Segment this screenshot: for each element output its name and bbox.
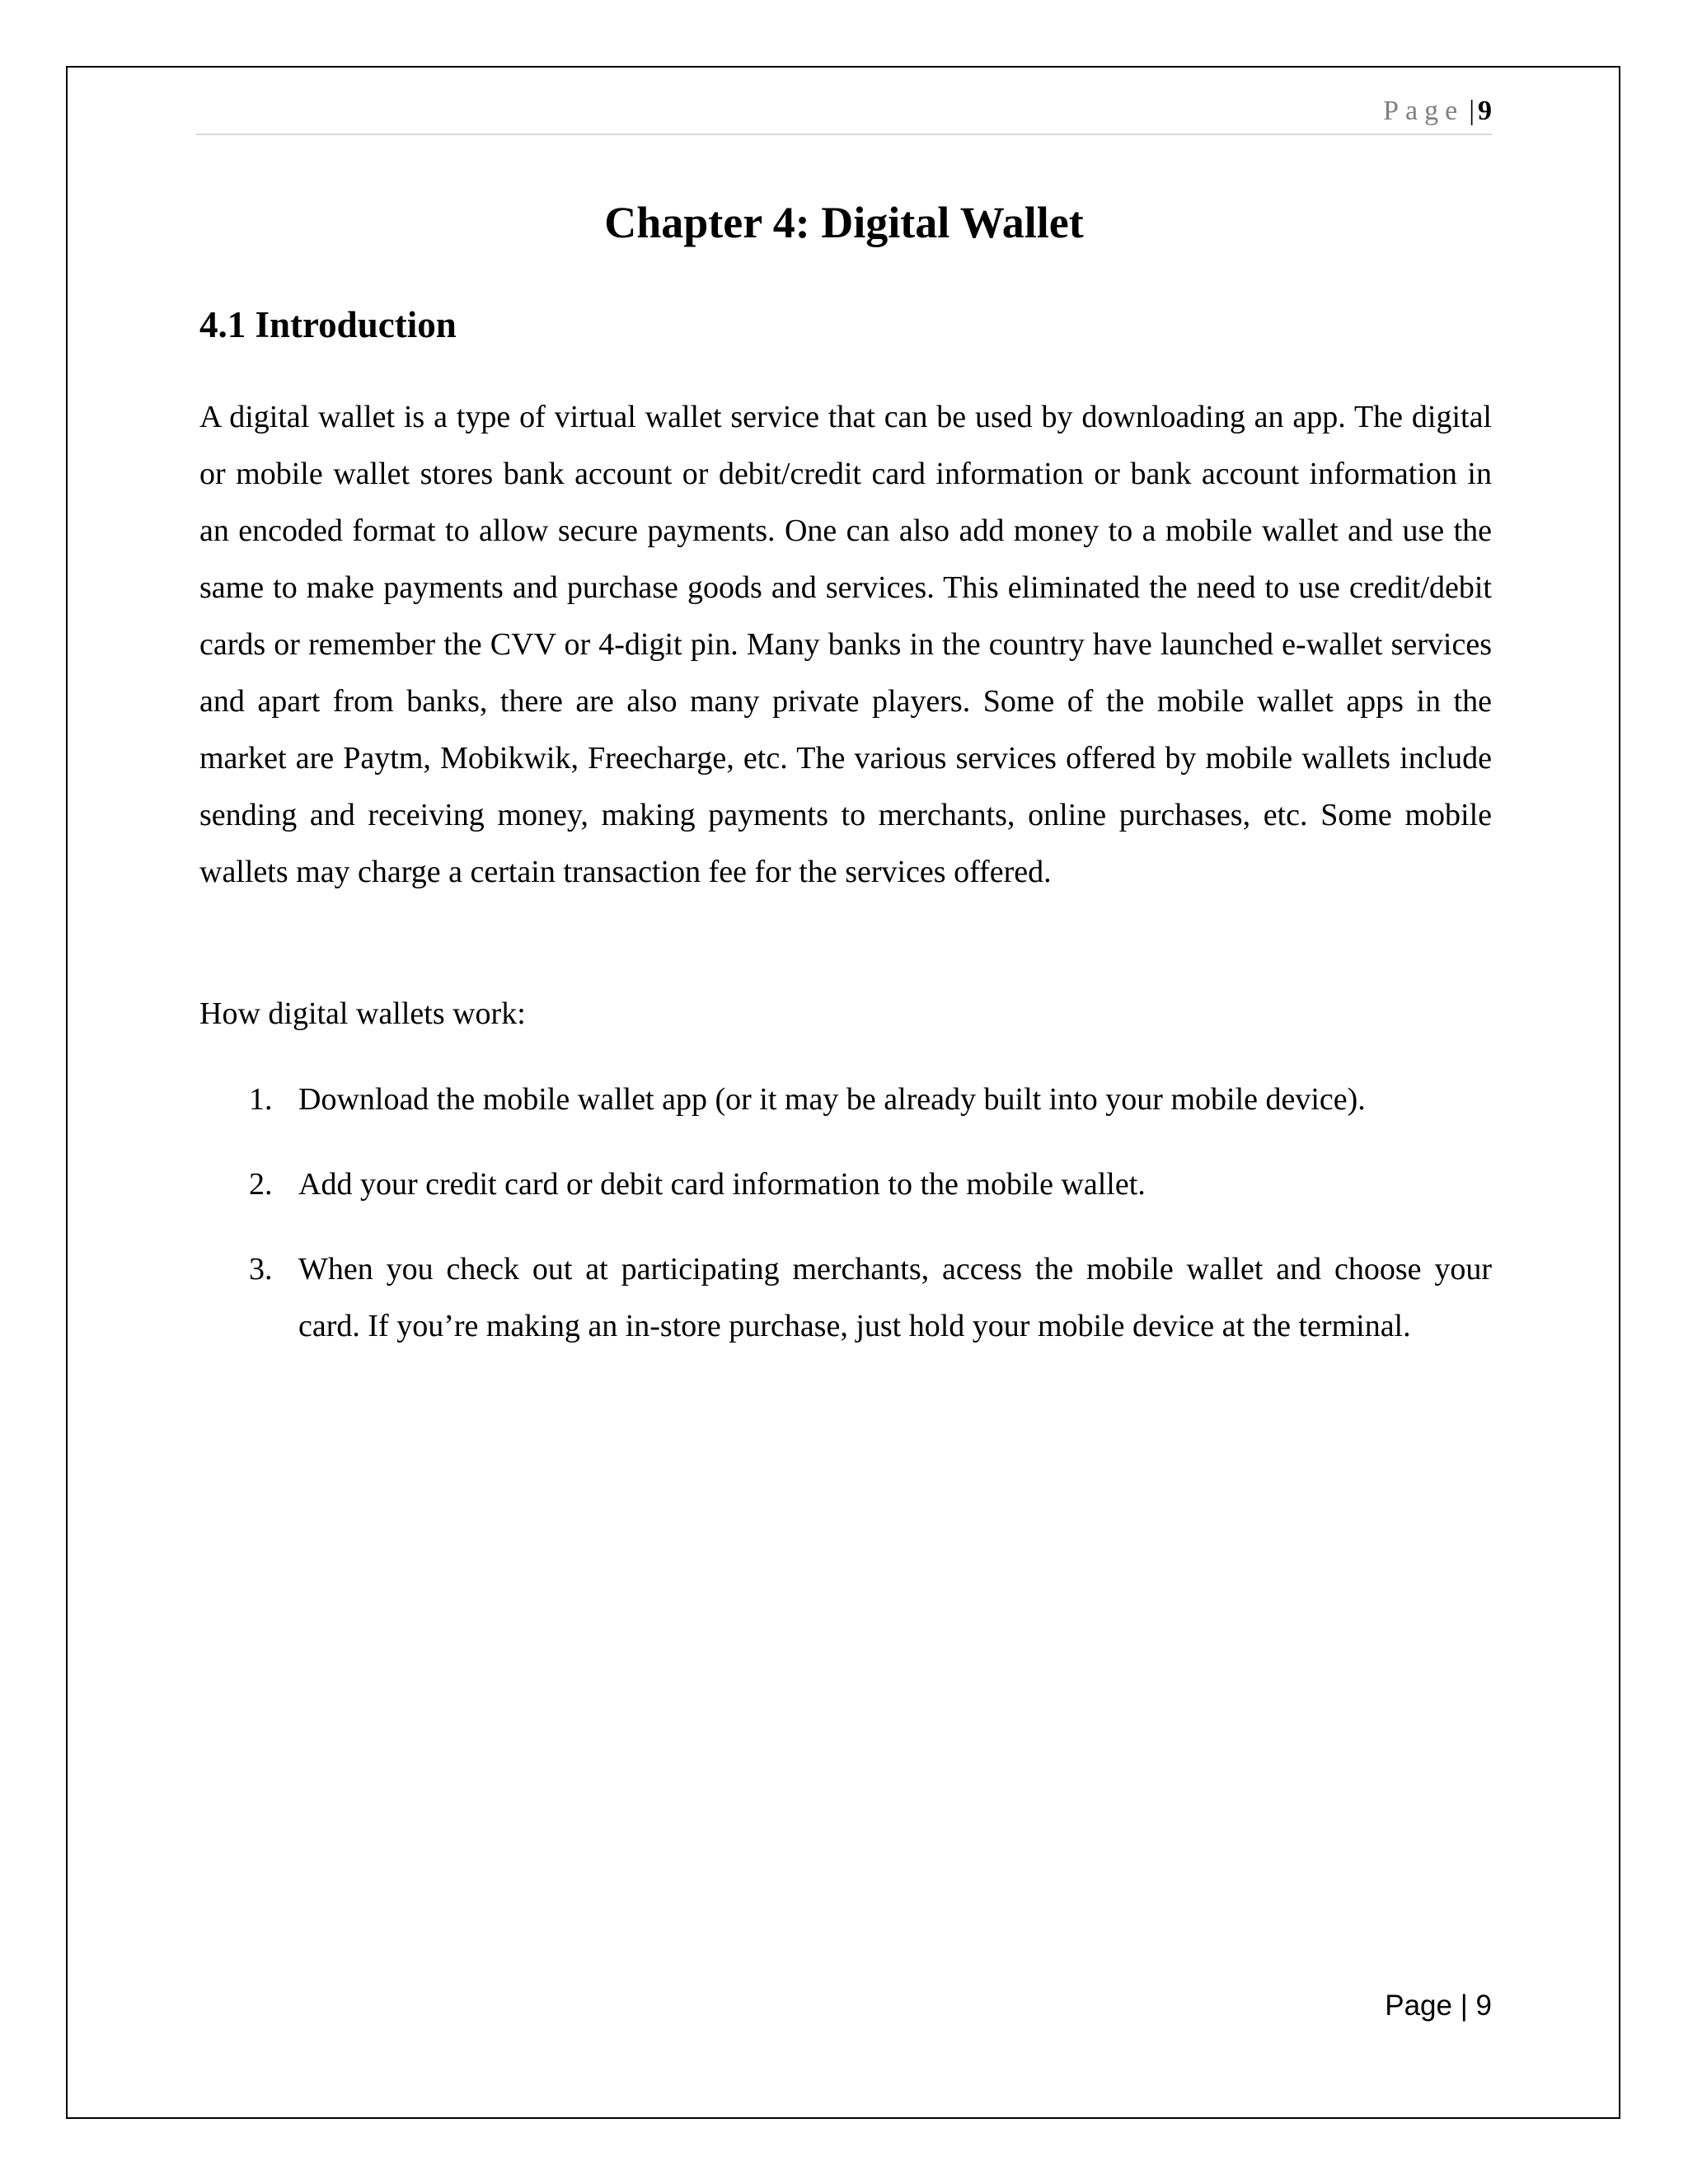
list-item-number: 2. [249,1167,273,1202]
steps-list [199,1071,1492,1383]
list-item-text: When you check out at participating merchants, access the mobile wallet and choose your card. If you’re making an in-store purchase, just hold your mobile device at the terminal. [298,1252,1492,1343]
intro-paragraph: A digital wallet is a type of virtual wallet service that can be used by downloading an app. The digital or mobile wallet stores bank account or debit/credit card information or bank account information in an encoded format to allow secure payments. One can also add money to a mobile wallet and use the same to make payments and purchase goods and services. This eliminated the need to use credit/debit cards or remember the CVV or 4-digit pin. Many banks in the country have launched e-wallet services and apart from banks, there are also many private players. Some of the mobile wallet apps in the market are Paytm, Mobikwik, Freecharge, etc. The various services offered by mobile wallets include sending and receiving money, making payments to merchants, online purchases, etc. Some mobile wallets may charge a certain transaction fee for the services offered. [199,400,1492,889]
how-it-works-label: How digital wallets work: [199,996,526,1031]
header-separator: | [1469,96,1475,126]
header-page-number: 9 [1478,96,1492,126]
chapter-title: Chapter 4: Digital Wallet [604,198,1084,247]
page-header [196,96,1492,135]
list-item [199,1156,1492,1213]
list-item [199,1241,1492,1355]
header-page-label: Page [1383,96,1465,126]
section-heading: 4.1 Introduction [199,304,457,345]
page-footer: Page | 9 [1385,1990,1492,2022]
list-item [199,1071,1492,1128]
list-item-text: Add your credit card or debit card information to the mobile wallet. [298,1167,1146,1202]
list-item-text: Download the mobile wallet app (or it may be already built into your mobile device). [298,1082,1366,1117]
list-item-number: 1. [249,1082,273,1117]
list-item-number: 3. [249,1252,273,1286]
